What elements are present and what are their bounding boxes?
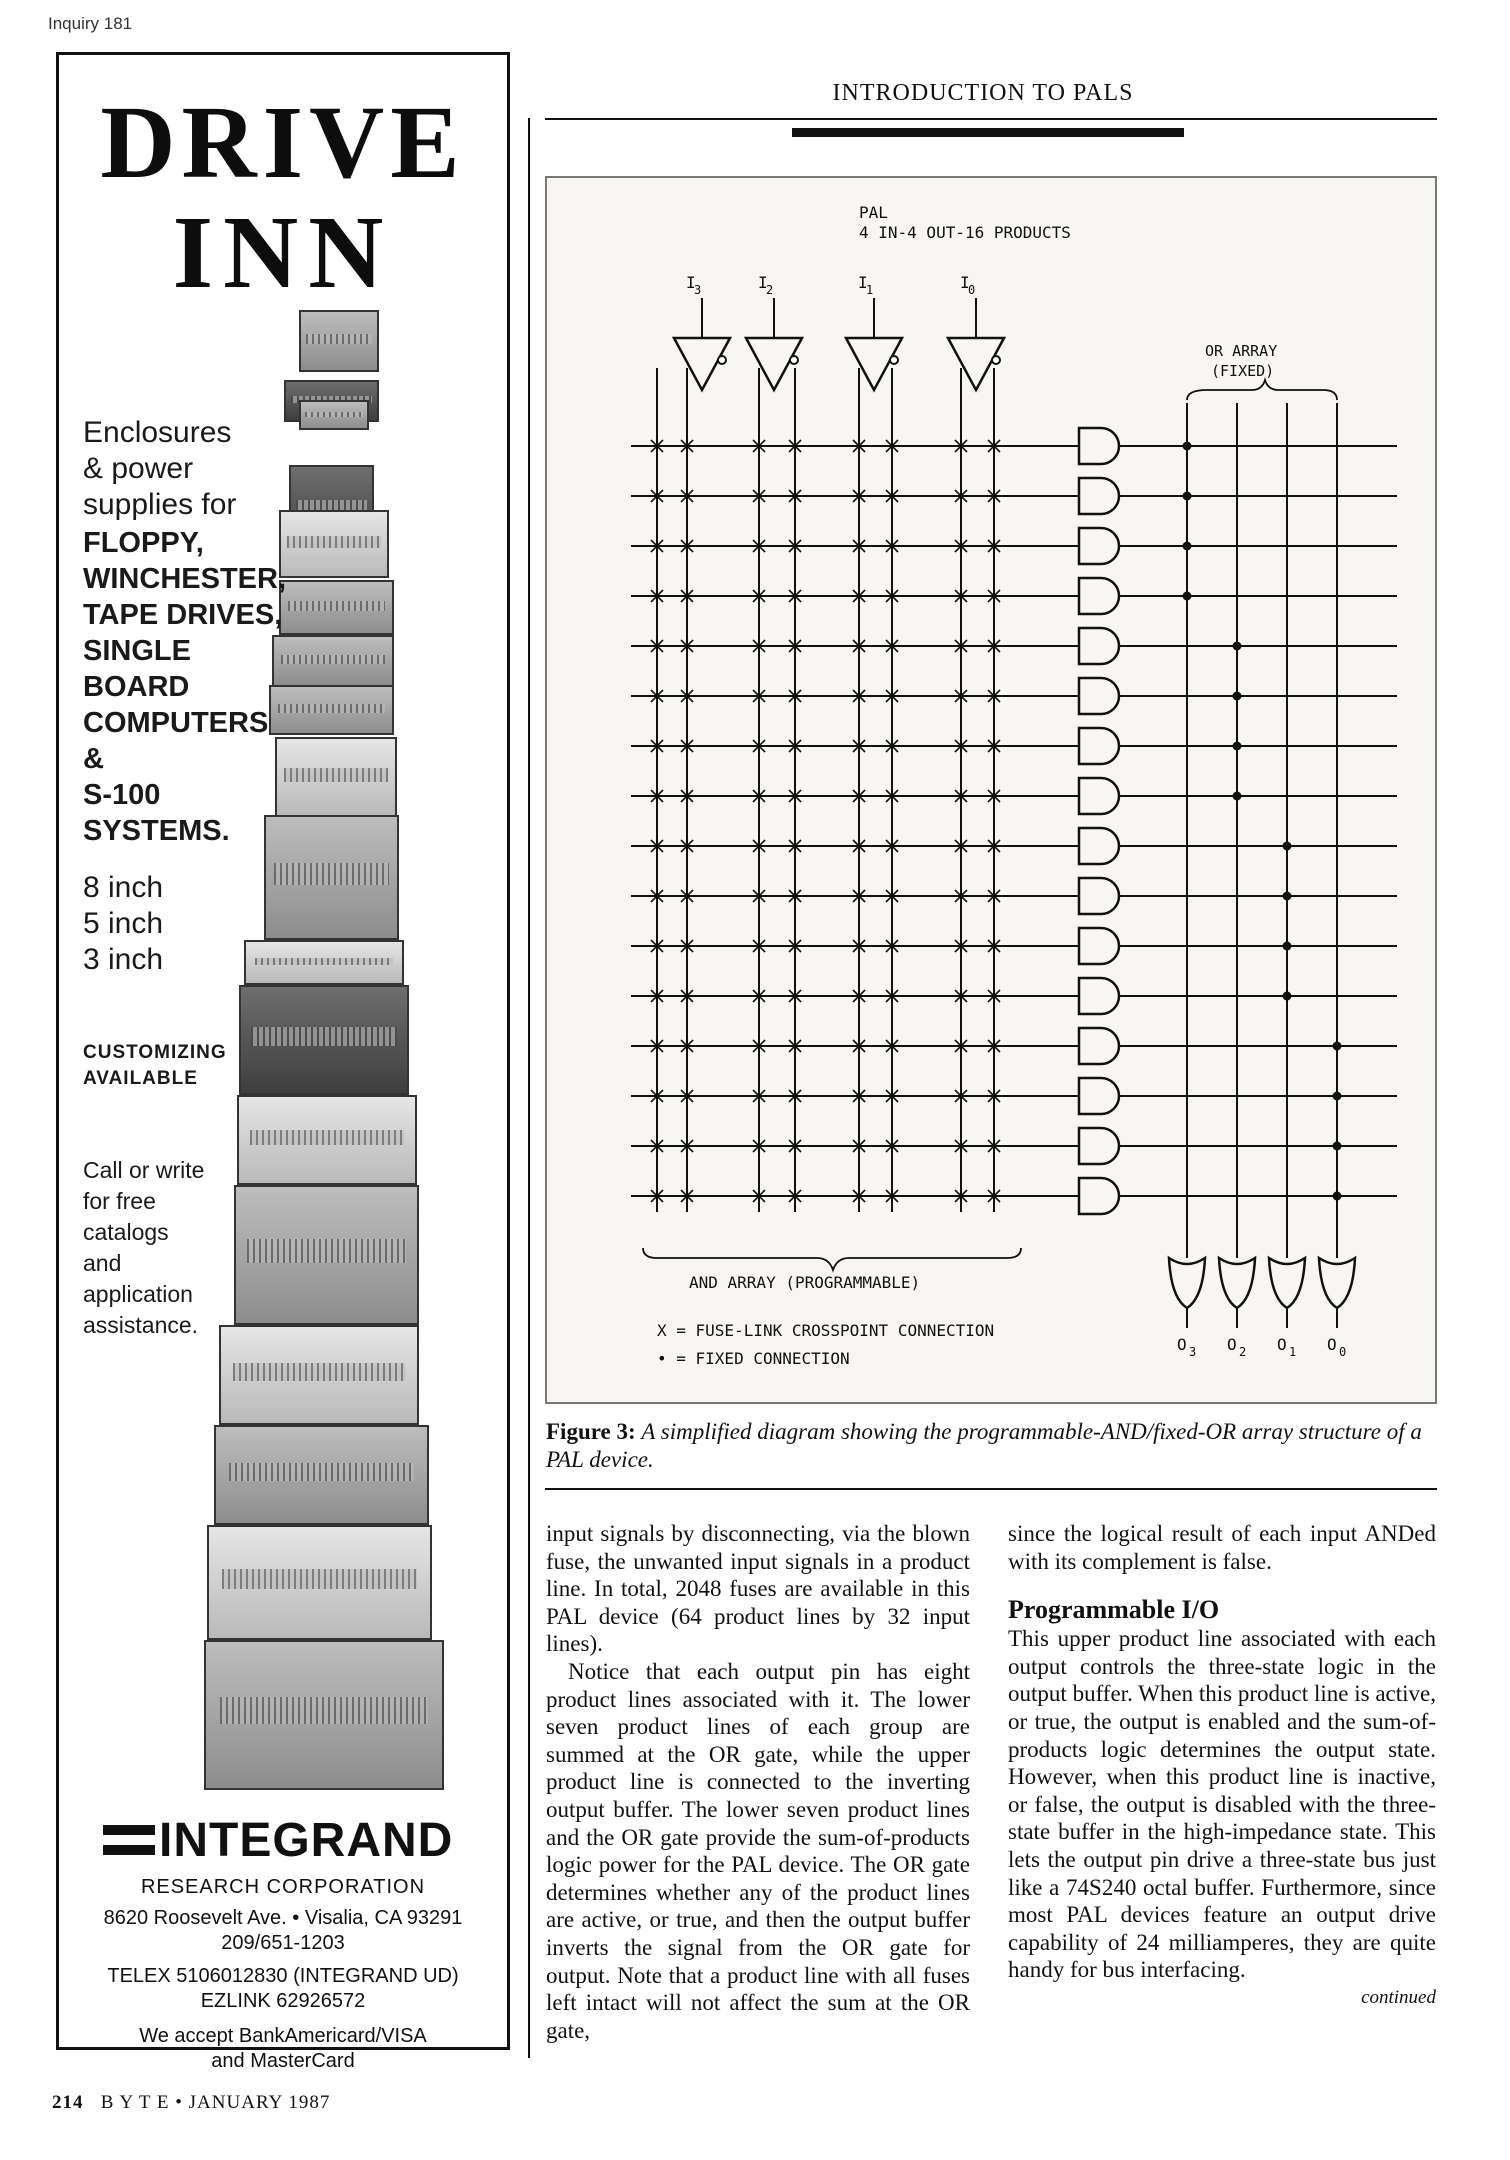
and-gate bbox=[1079, 978, 1119, 1014]
ad-brand-line1: DRIVE bbox=[100, 85, 466, 200]
and-gate bbox=[1079, 778, 1119, 814]
inverter-bubble bbox=[890, 356, 898, 364]
figure-3 bbox=[545, 176, 1437, 1404]
ad-sizes: 8 inch 5 inch 3 inch bbox=[83, 871, 164, 976]
output-label: O bbox=[1177, 1335, 1187, 1354]
fixed-connection-dot bbox=[1283, 892, 1292, 901]
or-array-label-1: OR ARRAY bbox=[1205, 342, 1278, 360]
or-array-label-2: (FIXED) bbox=[1211, 362, 1275, 380]
footer-folio bbox=[52, 2092, 330, 2114]
and-gate bbox=[1079, 1078, 1119, 1114]
figure-caption: Figure 3: A simplified diagram showing the programmable-AND/fixed-OR array structure of a PAL device. bbox=[546, 1419, 1422, 1472]
ad-customizing: CUSTOMIZING AVAILABLE bbox=[83, 1042, 227, 1089]
ad-intro: Enclosures & power supplies for bbox=[83, 416, 237, 521]
article-right-column bbox=[1008, 1520, 1436, 2012]
fixed-connection-dot bbox=[1183, 442, 1192, 451]
output-label: O bbox=[1327, 1335, 1337, 1354]
and-gate bbox=[1079, 578, 1119, 614]
fixed-connection-dot bbox=[1233, 742, 1242, 751]
and-gate bbox=[1079, 1028, 1119, 1064]
fixed-connection-dot bbox=[1333, 1042, 1342, 1051]
inverter-bubble bbox=[718, 356, 726, 364]
inverter-bubble bbox=[992, 356, 1000, 364]
subhead-programmable-io: Programmable I/O bbox=[1008, 1595, 1220, 1625]
ad-products: FLOPPY, WINCHESTER, TAPE DRIVES, SINGLE BOARD COMPUTERS & S-100 SYSTEMS. bbox=[83, 527, 286, 847]
fixed-connection-dot bbox=[1233, 692, 1242, 701]
head-rule-thick bbox=[792, 128, 1184, 137]
or-gate bbox=[1319, 1258, 1355, 1308]
ad-call-to-action: Call or write for free catalogs and application assistance. bbox=[83, 1157, 205, 1338]
pal-array-diagram bbox=[547, 178, 1435, 1402]
fixed-connection-dot bbox=[1333, 1142, 1342, 1151]
fixed-connection-dot bbox=[1183, 542, 1192, 551]
column-divider-rule bbox=[528, 118, 530, 2058]
and-gate bbox=[1079, 828, 1119, 864]
paragraph: since the logical result of each input ANDed with its complement is false. bbox=[1008, 1521, 1436, 1574]
fixed-connection-dot bbox=[1183, 592, 1192, 601]
or-array-brace bbox=[1187, 380, 1337, 400]
fixed-connection-dot bbox=[1183, 492, 1192, 501]
fixed-connection-dot bbox=[1233, 642, 1242, 651]
output-label: O bbox=[1227, 1335, 1237, 1354]
head-rule-thin bbox=[545, 118, 1437, 120]
fixed-connection-dot bbox=[1333, 1092, 1342, 1101]
legend-fixed-connection: • = FIXED CONNECTION bbox=[657, 1349, 850, 1368]
output-subscript: 2 bbox=[1239, 1345, 1247, 1359]
fixed-connection-dot bbox=[1283, 992, 1292, 1001]
fixed-connection-dot bbox=[1283, 942, 1292, 951]
or-gate bbox=[1219, 1258, 1255, 1308]
paragraph: Notice that each output pin has eight product lines associated with it. The lower seven product lines of each group are summed at the OR gate, while the upper product line is connected to the inverting output buffer. The lower seven product lines and the OR gate provide the sum-of-products logic power for the PAL device. The OR gate determines whether any of the product lines are active, or true, and then the output buffer inverts the signal from the OR gate for output. Note that a product line with all fuses left intact will not affect the sum at the OR gate, bbox=[546, 1658, 970, 2043]
or-gate bbox=[1269, 1258, 1305, 1308]
integrand-logo: INTEGRAND bbox=[103, 1817, 469, 1865]
inquiry-number: Inquiry 181 bbox=[48, 14, 133, 33]
issue-line: B Y T E • JANUARY 1987 bbox=[100, 2092, 331, 2113]
pal-title-line2: 4 IN-4 OUT-16 PRODUCTS bbox=[859, 223, 1071, 242]
output-subscript: 3 bbox=[1189, 1345, 1197, 1359]
and-gate bbox=[1079, 1128, 1119, 1164]
output-subscript: 0 bbox=[1339, 1345, 1347, 1359]
and-gate bbox=[1079, 928, 1119, 964]
page-number: 214 bbox=[52, 2092, 84, 2113]
and-array-label: AND ARRAY (PROGRAMMABLE) bbox=[689, 1273, 921, 1292]
and-gate bbox=[1079, 478, 1119, 514]
or-gate bbox=[1169, 1258, 1205, 1308]
fixed-connection-dot bbox=[1233, 792, 1242, 801]
pal-title-line1: PAL bbox=[859, 203, 888, 222]
advertisement bbox=[56, 52, 510, 2072]
inverter-bubble bbox=[790, 356, 798, 364]
caption-rule bbox=[545, 1488, 1437, 1490]
fixed-connection-dot bbox=[1333, 1192, 1342, 1201]
fixed-connection-dot bbox=[1283, 842, 1292, 851]
paragraph: This upper product line associated with each output controls the three-state logic in the output buffer. When this product line is active, or true, the output is enabled and the sum-of-products logic determines the output state. However, when this product line is inactive, or false, the output is disabled with the three-state buffer in the high-impedance state. This lets the output pin drive a three-state bus just like a 74S240 octal buffer. Furthermore, since most PAL devices feature an output drive capability of 24 milliamperes, they are quite handy for bus interfacing. bbox=[1008, 1626, 1436, 1983]
article-left-column bbox=[546, 1520, 970, 2044]
paragraph: input signals by disconnecting, via the blown fuse, the unwanted input signals in a product line. In total, 2048 fuses are available in this PAL device (64 product lines by 32 input lines). bbox=[546, 1521, 970, 1657]
output-label: O bbox=[1277, 1335, 1287, 1354]
input-label: I bbox=[758, 273, 768, 292]
input-subscript: 0 bbox=[968, 283, 976, 297]
input-subscript: 2 bbox=[766, 283, 774, 297]
and-gate bbox=[1079, 728, 1119, 764]
and-gate bbox=[1079, 628, 1119, 664]
input-label: I bbox=[960, 273, 970, 292]
running-head: INTRODUCTION TO PALS bbox=[832, 80, 1134, 106]
output-subscript: 1 bbox=[1289, 1345, 1297, 1359]
input-subscript: 3 bbox=[694, 283, 702, 297]
and-gate bbox=[1079, 528, 1119, 564]
continued-label: continued bbox=[1361, 1986, 1436, 2008]
and-array-brace bbox=[643, 1248, 1021, 1270]
and-gate bbox=[1079, 678, 1119, 714]
and-gate bbox=[1079, 1178, 1119, 1214]
ad-contact: RESEARCH CORPORATION 8620 Roosevelt Ave. • Visalia, CA 93291 209/651-1203 TELEX 5106012830 (INTEGRAND UD) EZLINK 62926572 We accept BankAmericard/VISA and MasterCard bbox=[103, 1876, 463, 2072]
and-gate bbox=[1079, 428, 1119, 464]
and-gate bbox=[1079, 878, 1119, 914]
input-label: I bbox=[686, 273, 696, 292]
input-subscript: 1 bbox=[866, 283, 874, 297]
input-label: I bbox=[858, 273, 868, 292]
ad-brand-line2: INN bbox=[172, 195, 394, 310]
legend-fuse-link: X = FUSE-LINK CROSSPOINT CONNECTION bbox=[657, 1321, 995, 1340]
